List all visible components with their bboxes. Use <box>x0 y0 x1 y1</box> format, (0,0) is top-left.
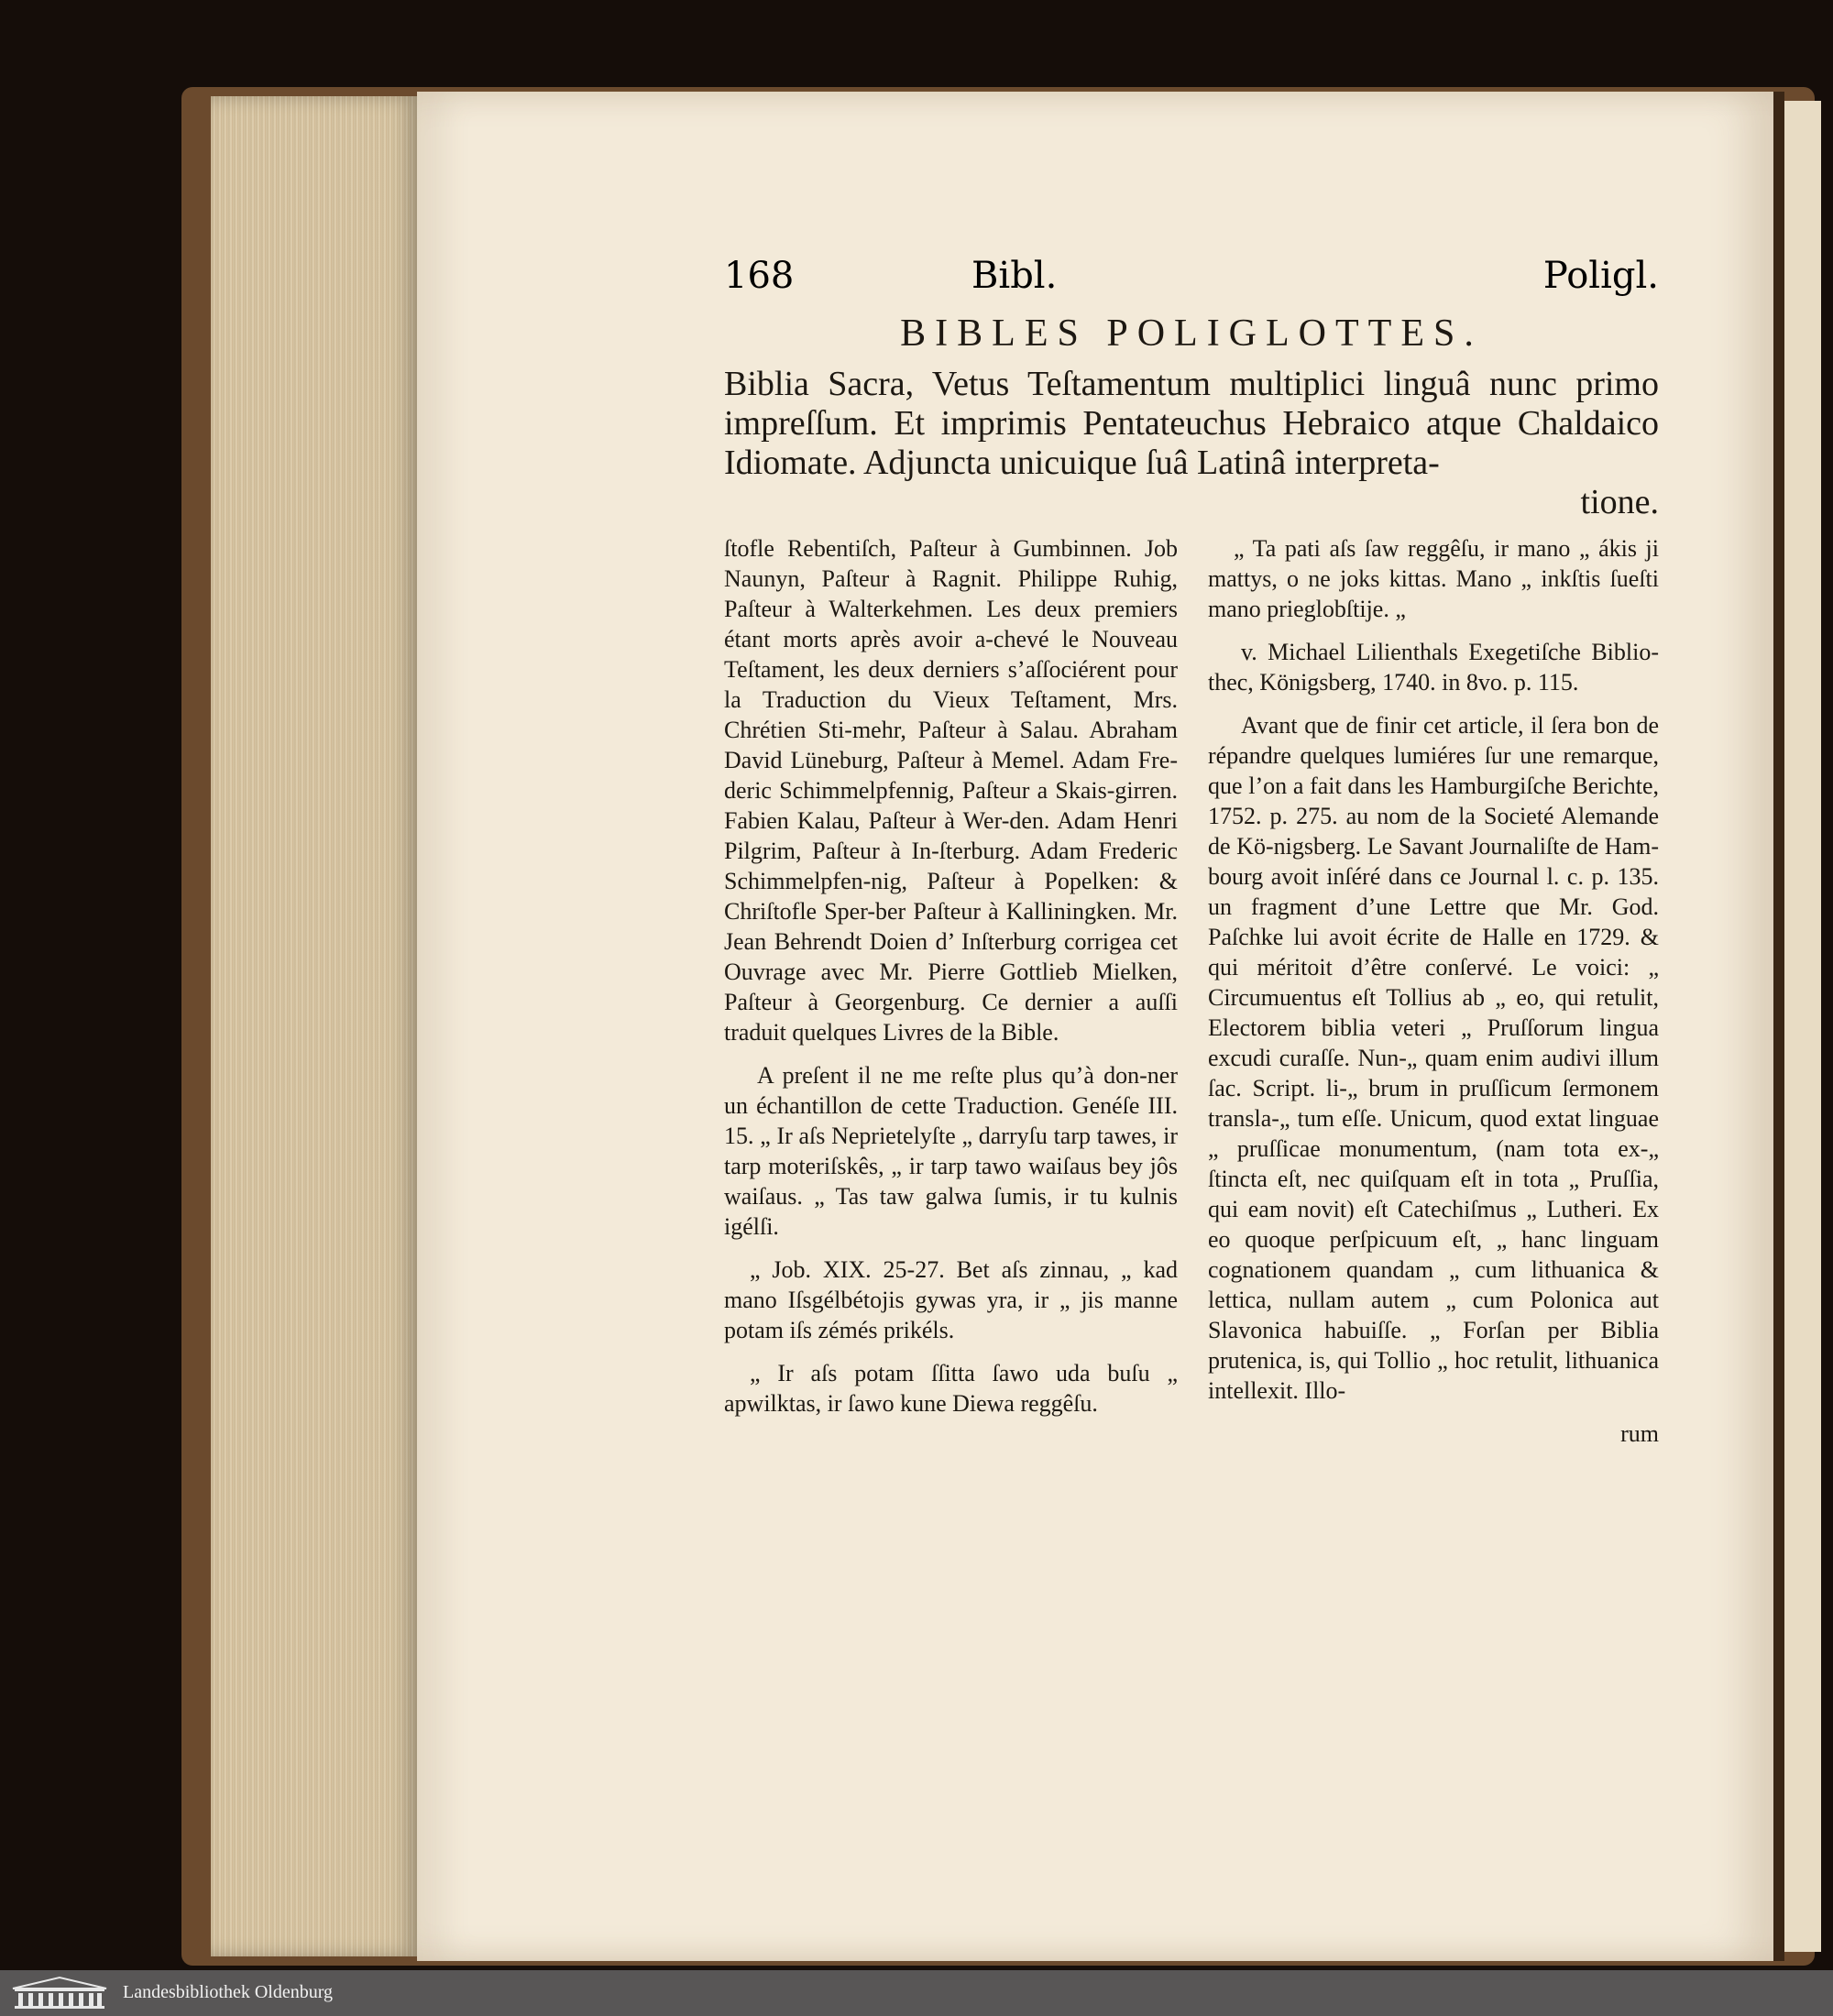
facing-page-edge <box>1784 101 1821 1952</box>
section-title: BIBLES POLIGLOTTES. <box>900 312 1483 355</box>
page-edges <box>211 96 417 1956</box>
running-head <box>724 255 1659 301</box>
left-paragraph-sample: A preſent il ne me reſte plus qu’à don-ner un échantillon de cette Traduction. Genéſe III. 15. „ Ir aſs Neprietelyſte „ darryſu tarp tawes, ir tarp moteriſskês, „ ir tarp tawo waiſaus bey jôs waiſaus. „ Tas taw galwa ſumis, ir tu kulnis igélſi. <box>724 1062 1178 1240</box>
right-column-tail: rum <box>1620 1420 1659 1447</box>
lede-tail: tione. <box>1580 483 1659 521</box>
left-column <box>724 533 1178 1431</box>
left-paragraph-job: „ Job. XIX. 25-27. Bet aſs zinnau, „ kad mano Iſsgélbétojis gywas yra, ir „ jis manne potam iſs zémés prikéls. <box>724 1256 1178 1343</box>
right-paragraph-remark: Avant que de finir cet article, il ſera bon de répandre quelques lumiéres ſur une remarque, que l’on a fait dans les Hamburgiſche Berichte, 1752. p. 275. au nom de la Societé Alemande de Kö-nigsberg. Le Savant Journaliſte de Ham-bourg avoit inſéré dans ce Journal l. c. p. 135. un fragment d’une Lettre que Mr. God. Paſchke lui avoit écrite de Halle en 1729. & qui méritoit d’être conſervé. Le voici: „ Circumuentus eſt Tollius ab „ eo, qui retulit, Electorem biblia veteri „ Pruſſorum lingua excudi curaſſe. Nun-„ quam enim audivi illum ſac. Script. li-„ brum in pruſſicum ſermonem transla-„ tum eſſe. Unicum, quod extat linguae „ pruſſicae monumentum, (nam tota ex-„ ſtincta eſt, nec quiſquam eſt in tota „ Pruſſia, qui eam novit) eſt Catechiſmus „ Lutheri. Ex eo quoque perſpicuum eſt, „ hanc linguam cognationem quandam „ cum lithuanica & lettica, nullam autem „ cum Polonica aut Slavonica habuiſſe. „ Forſan per Biblia prutenica, is, qui Tollio „ hoc retulit, lithuanica intellexit. Illo- <box>1208 712 1659 1404</box>
running-head-right: Poligl. <box>1542 255 1659 297</box>
left-paragraph-job-cont: „ Ir aſs potam ſſitta ſawo uda buſu „ apwilktas, ir ſawo kune Diewa reggêſu. <box>724 1360 1178 1417</box>
footer-bar <box>0 1970 1833 2016</box>
page-number: 168 <box>724 255 795 297</box>
right-paragraph-reference: v. Michael Lilienthals Exegetiſche Biblio-thec, Königsberg, 1740. in 8vo. p. 115. <box>1208 639 1659 696</box>
right-paragraph-quote: „ Ta pati aſs ſaw reggêſu, ir mano „ ákis ji mattys, o ne joks kittas. Mano „ inkſtis ſueſti mano prieglobſtije. „ <box>1208 535 1659 622</box>
book-gutter <box>1773 92 1784 1961</box>
running-head-left: Bibl. <box>971 255 1058 297</box>
left-paragraph-translators: ſtofle Rebentiſch, Paſteur à Gumbinnen. Job Naunyn, Paſteur à Ragnit. Philippe Ruhig, Paſteur à Walterkehmen. Les deux premiers étant morts après avoir a-chevé le Nouveau Teſtament, les deux derniers s’aſſociérent pour la Traduction du Vieux Teſtament, Mrs. Chrétien Sti-mehr, Paſteur à Salau. Abraham David Lüneburg, Paſteur à Memel. Adam Fre-deric Schimmelpfennig, Paſteur a Skais-girren. Fabien Kalau, Paſteur à Wer-den. Adam Henri Pilgrim, Paſteur à In-ſterburg. Adam Frederic Schimmelpfen-nig, Paſteur à Popelken: & Chriſtofle Sper-ber Paſteur à Kalliningken. Mr. Jean Behrendt Doien d’ Inſterburg corrigea cet Ouvrage avec Mr. Pierre Gottlieb Mielken, Paſteur à Georgenburg. Ce dernier a auſſi traduit quelques Livres de la Bible. <box>724 535 1178 1046</box>
lede-paragraph <box>724 365 1659 522</box>
library-building-icon <box>11 1976 108 2011</box>
right-column <box>1208 533 1659 1449</box>
lede-text: Biblia Sacra, Vetus Teſtamentum multiplici linguâ nunc primo impreſſum. Et imprimis Pentateuchus Hebraico atque Chaldaico Idiomate. Adjuncta unicuique ſuâ Latinâ interpreta- <box>724 365 1659 482</box>
footer-label: Landesbibliothek Oldenburg <box>123 1982 334 2002</box>
